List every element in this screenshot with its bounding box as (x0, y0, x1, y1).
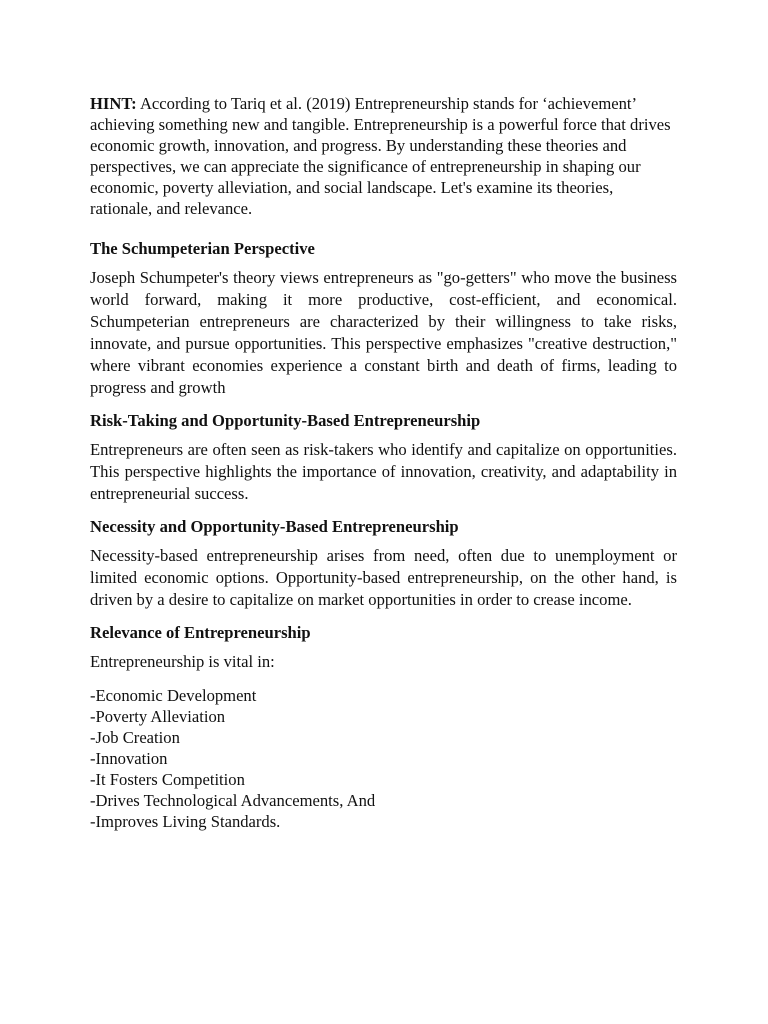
section-heading-risk-taking: Risk-Taking and Opportunity-Based Entrepreneurship (90, 411, 481, 430)
list-item: -Economic Development (90, 686, 257, 705)
list-item: -Improves Living Standards. (90, 812, 281, 831)
section-body-necessity: Necessity-based entrepreneurship arises from need, often due to unemployment or limited economic options. Opportunity-based entrepreneurship, on the other hand, is driven by a desire to capitalize on market opportunities in order to crease income. (90, 546, 677, 609)
intro-paragraph (90, 93, 677, 219)
section-heading-necessity: Necessity and Opportunity-Based Entrepreneurship (90, 517, 459, 536)
section-body-relevance: Entrepreneurship is vital in: (90, 652, 275, 671)
section-heading-schumpeterian: The Schumpeterian Perspective (90, 239, 315, 258)
list-item: -Innovation (90, 749, 168, 768)
list-item: -Job Creation (90, 728, 180, 747)
list-item: -Drives Technological Advancements, And (90, 791, 376, 810)
relevance-list (90, 685, 677, 832)
document-page (90, 93, 677, 832)
intro-text: According to Tariq et al. (2019) Entrepreneurship stands for ‘achievement’ achieving something new and tangible. Entrepreneurship is a powerful force that drives economic growth, innovation, and progress. By understanding these theories and perspectives, we can appreciate the significance of entrepreneurship in shaping our economic, poverty alleviation, and social landscape. Let's examine its theories, rationale, and relevance. (90, 94, 671, 218)
list-item: -Poverty Alleviation (90, 707, 226, 726)
list-item: -It Fosters Competition (90, 770, 245, 789)
section-heading-relevance: Relevance of Entrepreneurship (90, 623, 311, 642)
section-body-risk-taking: Entrepreneurs are often seen as risk-takers who identify and capitalize on opportunities. This perspective highlights the importance of innovation, creativity, and adaptability in entrepreneurial success. (90, 440, 677, 503)
hint-label: HINT: (90, 94, 137, 113)
section-body-schumpeterian: Joseph Schumpeter's theory views entrepreneurs as "go-getters" who move the business world forward, making it more productive, cost-efficient, and economical. Schumpeterian entrepreneurs are characterized by their willingness to take risks, innovate, and pursue opportunities. This perspective emphasizes "creative destruction," where vibrant economies experience a constant birth and death of firms, leading to progress and growth (90, 268, 677, 397)
